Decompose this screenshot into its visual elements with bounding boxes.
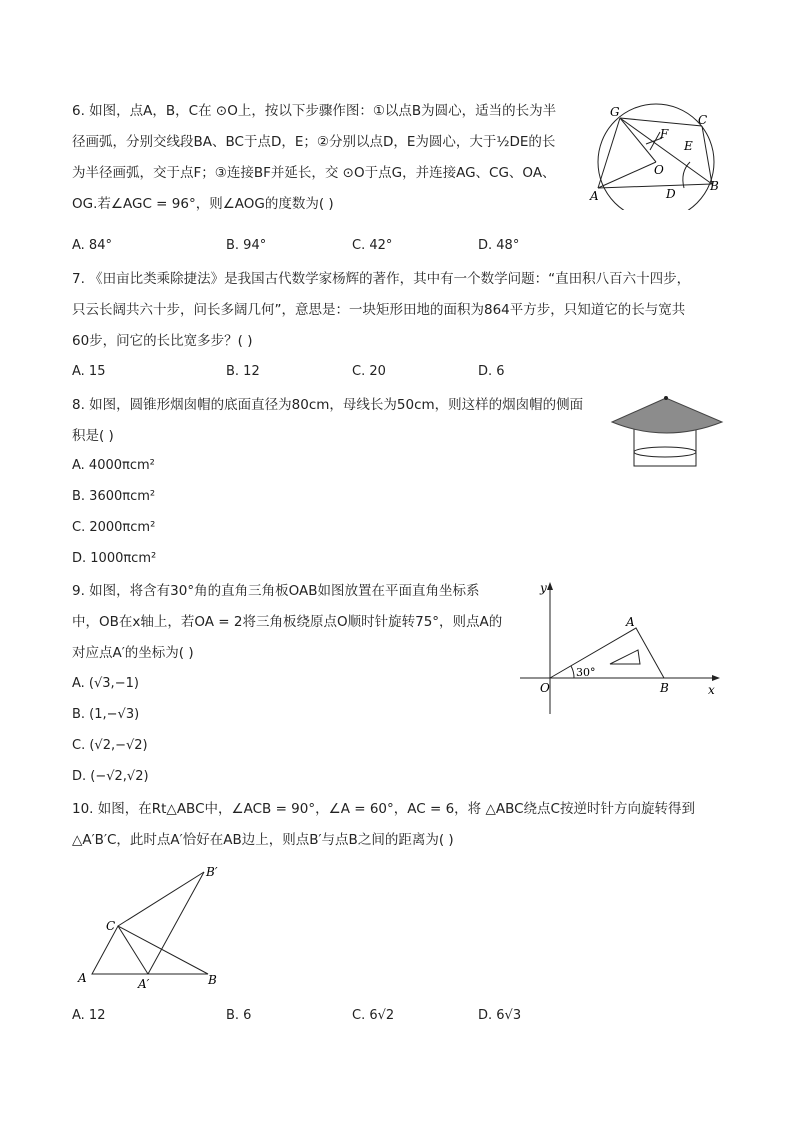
segment-ca1 [118, 926, 148, 974]
cone-cap [612, 398, 722, 433]
q10-option-c[interactable]: C. 6√2 [352, 1008, 395, 1023]
q9-option-b[interactable]: B. (1,−√3) [72, 707, 140, 722]
label-a-prime: A′ [138, 977, 150, 991]
x-axis-arrow [712, 675, 720, 681]
q7-option-a[interactable]: A. 15 [72, 364, 106, 379]
q8-line-1: 8. 如图，圆锥形烟囱帽的底面直径为80cm，母线长为50cm，则这样的烟囱帽的侧面 [72, 397, 584, 413]
label-o: O [654, 163, 664, 177]
q6-line-4: OG.若∠AGC = 96°，则∠AOG的度数为( ) [72, 196, 334, 212]
q10-option-a[interactable]: A. 12 [72, 1008, 106, 1023]
triangle-abc [92, 926, 208, 974]
label-f: F [660, 127, 669, 141]
q7-option-c[interactable]: C. 20 [352, 364, 386, 379]
set-square-oab [550, 628, 664, 678]
q8-option-a[interactable]: A. 4000πcm² [72, 458, 155, 473]
label-d: D [666, 187, 676, 201]
label-b: B [710, 179, 719, 193]
y-axis-arrow [547, 582, 553, 590]
q8-option-b[interactable]: B. 3600πcm² [72, 489, 156, 504]
q8-option-c[interactable]: C. 2000πcm² [72, 520, 156, 535]
label-c: C [698, 113, 708, 127]
label-a: A [590, 189, 599, 203]
segment-ab [598, 184, 712, 188]
segment-oa [598, 162, 656, 188]
q6-option-c[interactable]: C. 42° [352, 238, 393, 253]
q10-line-1: 10. 如图，在Rt△ABC中，∠ACB = 90°，∠A = 60°，AC = 6，将 △ABC绕点C按逆时针方向旋转得到 [72, 801, 695, 817]
label-e: E [684, 139, 693, 153]
q10-option-b[interactable]: B. 6 [226, 1008, 252, 1023]
q8-line-2: 积是( ) [72, 428, 114, 444]
question-9 [72, 576, 502, 669]
circle-o [598, 104, 714, 210]
segment-cb1 [118, 872, 204, 926]
q10-option-d[interactable]: D. 6√3 [478, 1008, 522, 1023]
segment-b1a1 [148, 872, 204, 974]
q9-line-1: 9. 如图，将含有30°角的直角三角板OAB如图放置在平面直角坐标系 [72, 583, 480, 599]
q9-option-a[interactable]: A. (√3,−1) [72, 676, 139, 691]
q7-line-2: 只云长阔共六十步，问长多阔几何”，意思是：一块矩形田地的面积为864平方步，只知道它的长与宽共 [72, 302, 686, 318]
q9-coordinate-figure [516, 578, 726, 718]
q10-line-2: △A′B′C，此时点A′恰好在AB边上，则点B′与点B之间的距离为( ) [72, 832, 454, 848]
q9-option-d[interactable]: D. (−√2,√2) [72, 769, 149, 784]
label-a: A [626, 615, 635, 629]
label-c: C [106, 919, 116, 933]
label-a: A [78, 971, 87, 985]
q7-option-d[interactable]: D. 6 [478, 364, 505, 379]
q7-line-3: 60步，问它的长比宽多步？( ) [72, 333, 253, 349]
q6-option-b[interactable]: B. 94° [226, 238, 267, 253]
label-b: B [660, 681, 669, 695]
q10-triangle-figure [72, 864, 232, 992]
question-8 [72, 390, 583, 452]
q6-circle-figure [588, 100, 728, 210]
label-30-degrees: 30° [576, 666, 596, 679]
q6-line-1: 6. 如图，点A，B，C在 ⊙O上，按以下步骤作图：①以点B为圆心，适当的长为半 [72, 103, 557, 119]
q9-line-3: 对应点A′的坐标为( ) [72, 645, 194, 661]
q6-line-2: 径画弧，分别交线段BA、BC于点D，E；②分别以点D，E为圆心，大于½DE的长 [72, 134, 556, 150]
arc-de [683, 162, 690, 188]
q6-option-d[interactable]: D. 48° [478, 238, 520, 253]
q9-line-2: 中，OB在x轴上，若OA = 2将三角板绕原点O顺时针旋转75°，则点A的 [72, 614, 503, 630]
label-x: x [708, 683, 715, 697]
q8-option-d[interactable]: D. 1000πcm² [72, 551, 157, 566]
q8-chimney-cap-figure [608, 392, 728, 470]
pipe-ellipse [634, 447, 696, 457]
question-10 [72, 794, 695, 856]
label-o: O [540, 681, 550, 695]
question-7 [72, 264, 690, 357]
q7-line-1: 7. 《田亩比类乘除捷法》是我国古代数学家杨辉的著作，其中有一个数学问题：“直田积八百六十四步， [72, 271, 691, 287]
cone-apex [664, 396, 668, 400]
label-g: G [610, 105, 620, 119]
q7-option-b[interactable]: B. 12 [226, 364, 260, 379]
set-square-inner [610, 650, 640, 664]
q9-option-c[interactable]: C. (√2,−√2) [72, 738, 148, 753]
q6-option-a[interactable]: A. 84° [72, 238, 112, 253]
segment-gc [620, 118, 702, 126]
label-b: B [208, 973, 217, 987]
label-b-prime: B′ [206, 865, 218, 879]
question-6 [72, 96, 556, 220]
q6-line-3: 为半径画弧，交于点F；③连接BF并延长，交 ⊙O于点G，并连接AG、CG、OA、 [72, 165, 556, 181]
angle-arc [571, 666, 574, 678]
label-y: y [540, 581, 547, 595]
